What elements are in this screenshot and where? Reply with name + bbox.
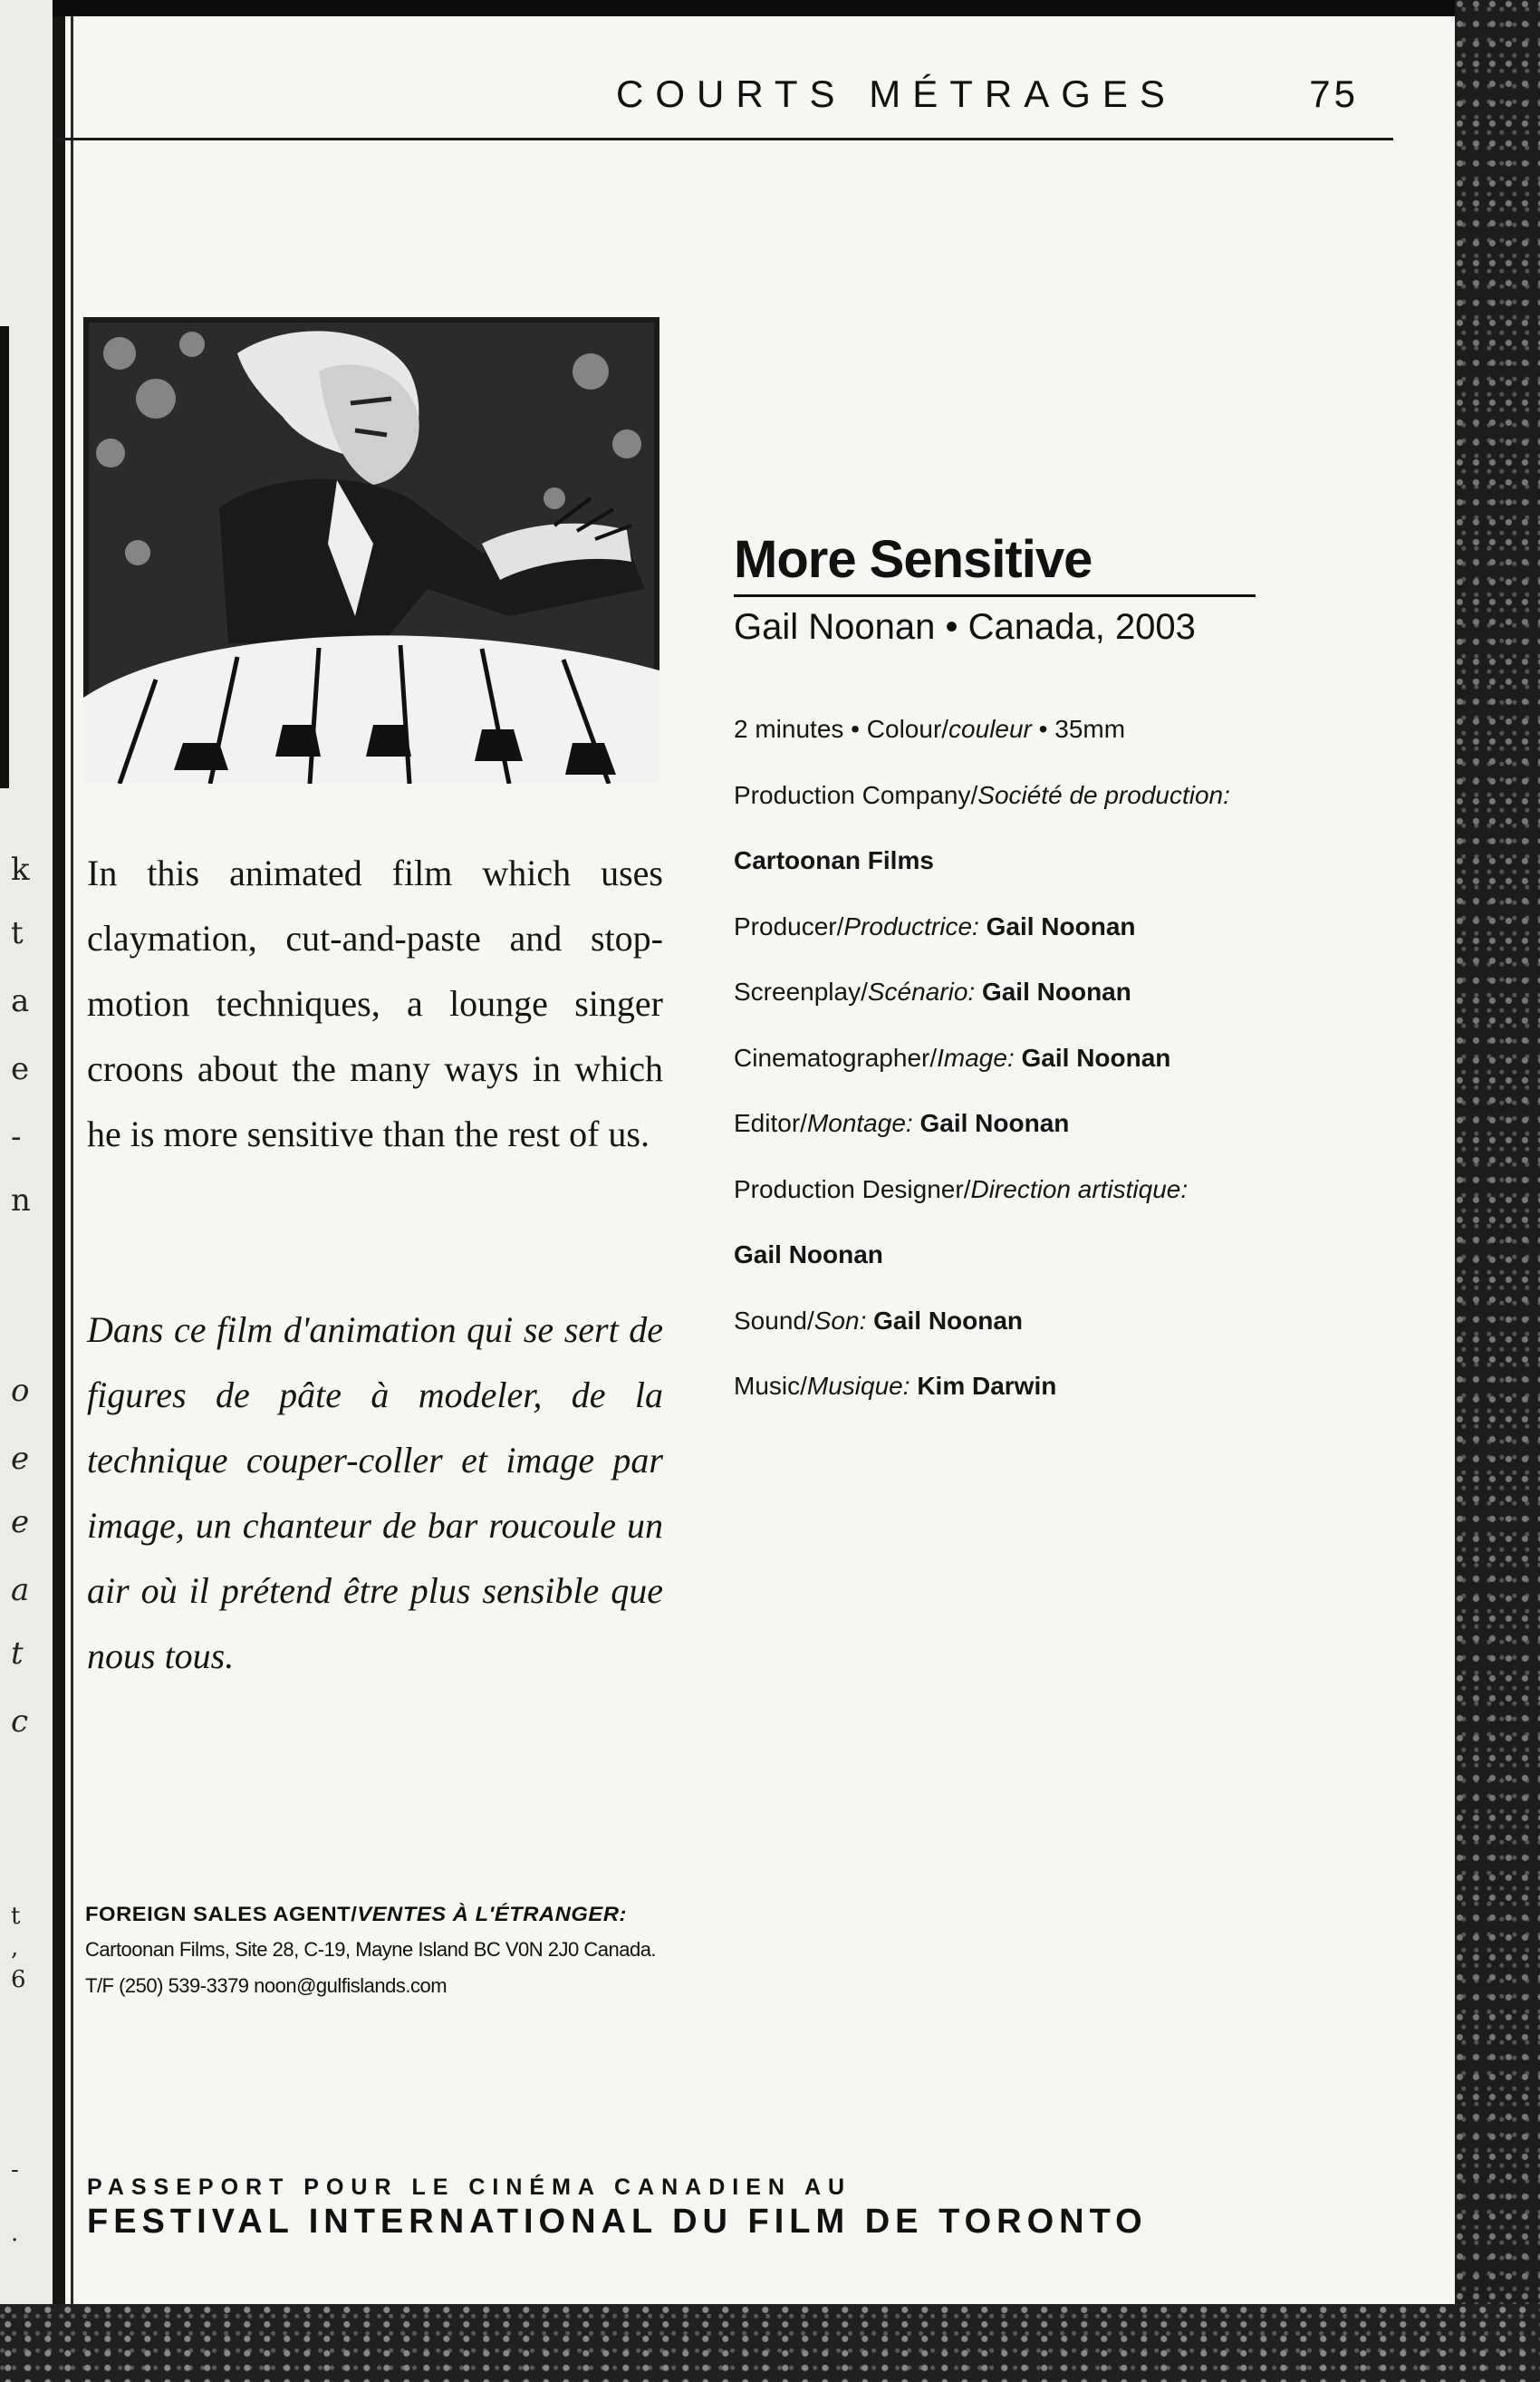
credit-screenplay	[734, 974, 1241, 1040]
page-footer	[87, 2175, 1174, 2242]
film-byline: Gail Noonan • Canada, 2003	[734, 607, 1196, 647]
label-fr: Direction artistique:	[970, 1174, 1189, 1203]
foreign-sales-address: Cartoonan Films, Site 28, C-19, Mayne Island BC V0N 2J0 Canada.	[85, 1938, 657, 1961]
film-still-illustration	[83, 317, 659, 784]
previous-page-bar	[0, 326, 9, 788]
credit-value: Gail Noonan	[986, 911, 1136, 940]
margin-glyph: -	[11, 2156, 19, 2184]
film-title: More Sensitive	[734, 533, 1256, 597]
section-title: COURTS MÉTRAGES	[616, 72, 1177, 115]
margin-glyph: t	[11, 915, 24, 951]
page-gutter-rule	[71, 16, 73, 2304]
margin-glyph: ,	[11, 1934, 19, 1962]
synopsis-french: Dans ce film d'animation qui se sert de figures de pâte à modeler, de la technique couper-coller et image par image, un chanteur de bar roucoule un air où il prétend être plus sensible que nous tous.	[87, 1309, 663, 1676]
credits-list	[734, 711, 1241, 1434]
credit-value: Cartoonan Films	[734, 846, 934, 874]
label-en: Producer/	[734, 911, 844, 940]
foreign-sales-label-fr: VENTES À L'ÉTRANGER:	[357, 1903, 627, 1925]
margin-glyph: k	[11, 852, 30, 888]
scan-right-edge	[1455, 0, 1540, 2382]
foreign-sales-block	[85, 1903, 683, 2004]
spec-format: 35mm	[1054, 715, 1126, 743]
foreign-sales-label: FOREIGN SALES AGENT/	[85, 1903, 358, 1925]
running-header	[616, 72, 1359, 127]
spec-colour-fr: couleur	[948, 715, 1032, 743]
margin-glyph: a	[11, 983, 30, 1019]
label-fr: Montage:	[806, 1109, 913, 1137]
label-en: Editor/	[734, 1109, 807, 1137]
margin-glyph: e	[11, 1441, 30, 1477]
film-still-image	[83, 317, 659, 784]
credit-producer	[734, 909, 1241, 975]
credit-production-company	[734, 843, 1241, 909]
label-fr: Musique:	[806, 1372, 910, 1400]
margin-glyph: e	[11, 1504, 30, 1540]
credit-value: Gail Noonan	[1021, 1043, 1171, 1072]
credit-value: Gail Noonan	[734, 1240, 883, 1268]
footer-line-1: PASSEPORT POUR LE CINÉMA CANADIEN AU	[87, 2175, 852, 2200]
label-en: Music/	[734, 1372, 807, 1400]
margin-glyph: -	[11, 1119, 22, 1155]
credit-value: Kim Darwin	[917, 1372, 1057, 1400]
label-fr: Société de production:	[977, 780, 1230, 809]
label-en: Cinematographer/	[734, 1043, 938, 1072]
margin-glyph: a	[11, 1572, 30, 1608]
credit-specs: 2 minutes • Colour/couleur • 35mm	[734, 715, 1126, 743]
credit-designer	[734, 1237, 1241, 1303]
label-fr: Image:	[937, 1043, 1015, 1072]
margin-glyph: c	[11, 1703, 29, 1740]
credit-value: Gail Noonan	[873, 1306, 1024, 1335]
label-en: Production Designer/	[734, 1174, 971, 1203]
margin-glyph: e	[11, 1051, 30, 1087]
label-fr: Scénario:	[867, 978, 976, 1006]
credit-designer-label	[734, 1172, 1241, 1238]
credit-editor	[734, 1105, 1241, 1172]
credit-cinematographer	[734, 1040, 1241, 1106]
label-fr: Productrice:	[843, 911, 979, 940]
margin-glyph: t	[11, 1635, 24, 1672]
foreign-sales-heading	[85, 1903, 731, 1926]
spec-duration: 2 minutes	[734, 715, 844, 743]
foreign-sales-contact: T/F (250) 539-3379 noon@gulfislands.com	[85, 1974, 448, 1997]
credit-value: Gail Noonan	[981, 978, 1131, 1006]
credit-music	[734, 1368, 1241, 1434]
previous-page-strip	[0, 0, 53, 2382]
scan-bottom-edge	[0, 2304, 1540, 2382]
credit-value: Gail Noonan	[919, 1109, 1070, 1137]
label-fr: Son:	[813, 1306, 867, 1335]
margin-glyph: o	[11, 1373, 30, 1409]
margin-glyph: .	[11, 2220, 19, 2247]
footer-line-2: FESTIVAL INTERNATIONAL DU FILM DE TORONTO	[87, 2203, 1148, 2241]
margin-glyph: t	[11, 1903, 21, 1930]
credit-production-company-label	[734, 777, 1241, 844]
label-en: Production Company/	[734, 780, 978, 809]
spec-colour: Colour/	[866, 715, 949, 743]
page-number: 75	[1309, 72, 1359, 115]
label-en: Screenplay/	[734, 978, 868, 1006]
margin-glyph: 6	[11, 1966, 26, 1993]
credit-sound	[734, 1303, 1241, 1369]
synopsis-english: In this animated film which uses claymation, cut-and-paste and stop-motion techniques, a lounge singer croons about the many ways in which he is more sensitive than the rest of us.	[87, 853, 663, 1154]
header-rule	[53, 138, 1393, 140]
margin-glyph: n	[11, 1182, 31, 1219]
label-en: Sound/	[734, 1306, 814, 1335]
